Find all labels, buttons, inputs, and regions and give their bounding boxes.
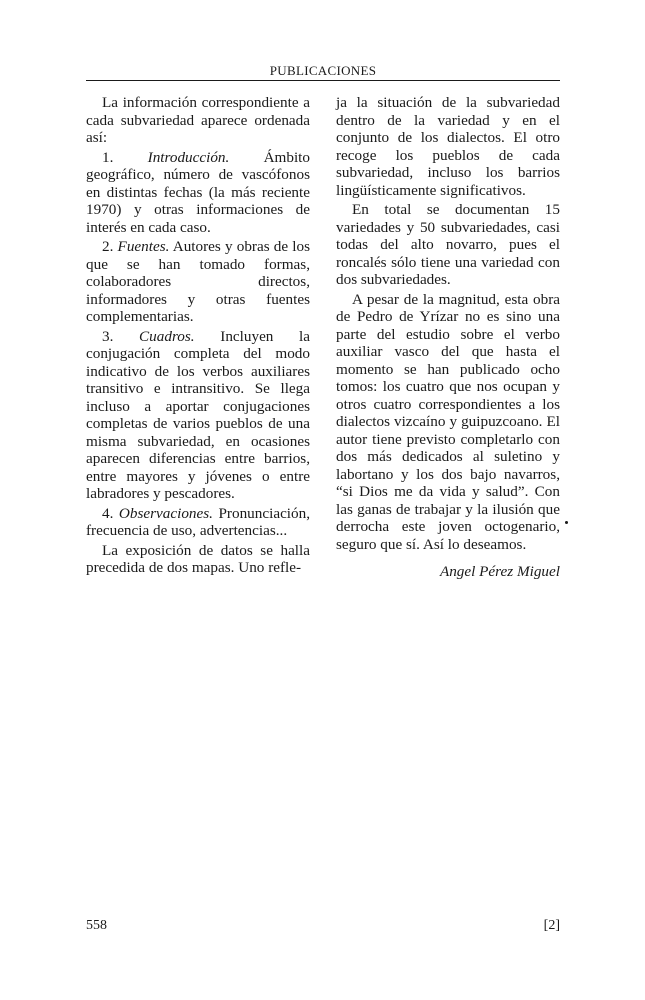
- totals-paragraph: En total se documentan 15 variedades y 50 subvariedades, casi todas del alto novarro, pues el roncalés sólo tiene una variedad con dos subvariedades.: [336, 201, 560, 288]
- item-text: Ámbito geográfico, número de vascófonos en distintas fechas (la más reciente 1970) y otras informaciones de interés en cada caso.: [86, 148, 310, 236]
- item-cuadros: [86, 328, 310, 503]
- item-fuentes: [86, 238, 310, 326]
- item-introduccion: [86, 149, 310, 237]
- running-head: PUBLICACIONES: [269, 63, 377, 78]
- item-title: Observaciones.: [118, 504, 213, 522]
- item-text: Incluyen la conjugación completa del modo indicativo de los verbos auxiliares transitivo e intransitivo. Se llega incluso a aportar conjugaciones completas de varios pueblos de una misma subvariedad, en ocasiones aparecen diferencias entre barrios, entre mayores y jóvenes o entre labradores y pescadores.: [86, 327, 311, 502]
- item-number: 4.: [102, 504, 114, 522]
- author-signature: Angel Pérez Miguel: [439, 563, 560, 580]
- item-title: Introducción.: [147, 148, 230, 166]
- item-text: Autores y obras de los que se han tomado formas, colaboradores directos, informadores y otras fuentes complementarias.: [86, 238, 310, 325]
- page-number: 558: [86, 918, 107, 933]
- decorative-dot: [565, 521, 568, 524]
- item-number: 1.: [102, 148, 114, 166]
- item-number: 3.: [102, 327, 114, 345]
- item-title: Fuentes.: [117, 238, 170, 255]
- item-text: Pronunciación, frecuencia de uso, advertencias...: [86, 504, 311, 539]
- right-column: [336, 94, 560, 581]
- item-number: 2.: [102, 238, 114, 255]
- bracket-page-number: [2]: [543, 918, 560, 933]
- closing-paragraph: La exposición de datos se halla precedida de dos mapas. Uno refle-: [86, 541, 310, 576]
- left-column: [86, 94, 310, 577]
- continuation-paragraph: ja la situación de la subvariedad dentro de la variedad y en el conjunto de los dialectos. El otro recoge los pueblos de cada subvariedad, incluso los barrios lingüísticamente significativos.: [336, 94, 560, 199]
- intro-paragraph: La información correspondiente a cada subvariedad aparece ordenada así:: [86, 94, 310, 146]
- conclusion-paragraph: A pesar de la magnitud, esta obra de Pedro de Yrízar no es sino una parte del estudio sobre el verbo auxiliar vasco del que hasta el momento se han publicado ocho tomos: los cuatro que nos ocupan y otros cuatro correspondientes a los dialectos vizcaíno y guipuzcoano. El autor tiene previsto completarlo con dos más dedicados al suletino y labortano y los dos bajo navarros, “si Dios me da vida y salud”. Con las ganas de trabajar y la ilusión que derrocha este joven octogenario, seguro que sí. Así lo deseamos.: [336, 290, 560, 553]
- item-title: Cuadros.: [139, 327, 195, 345]
- header-rule: [86, 80, 560, 81]
- item-observaciones: [86, 505, 310, 540]
